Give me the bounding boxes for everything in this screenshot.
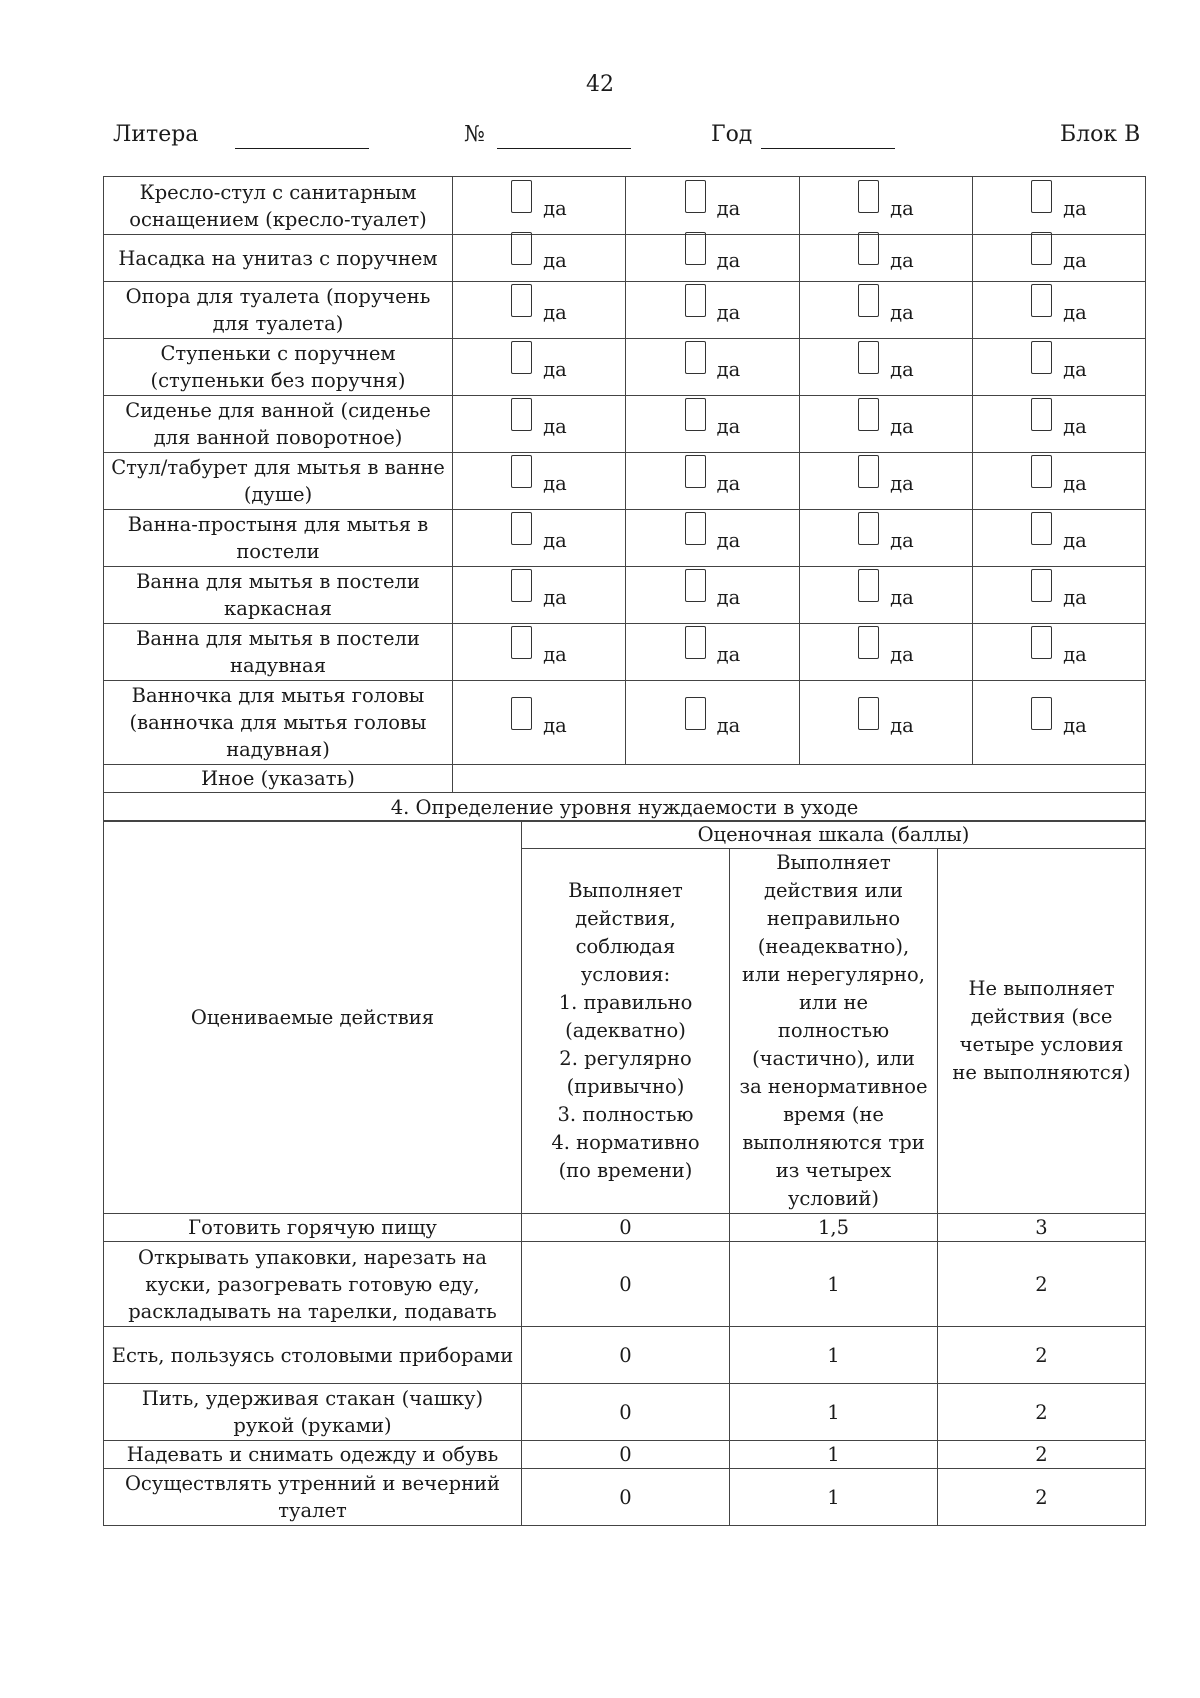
checkbox-option[interactable]: [1031, 575, 1087, 608]
year-field[interactable]: [761, 148, 895, 149]
score-cell: 0: [522, 1441, 730, 1469]
checkbox-label: да: [890, 196, 914, 220]
checkbox-label: да: [716, 415, 741, 438]
checkbox[interactable]: [858, 697, 879, 730]
equipment-row: [104, 235, 1146, 282]
score-cell: 0: [522, 1327, 730, 1384]
scale-line: (по времени): [558, 1159, 693, 1182]
scale-column-3: [938, 849, 1146, 1214]
checkbox[interactable]: [1031, 569, 1052, 602]
checkbox[interactable]: [511, 512, 532, 545]
scale-line: 1. правильно: [558, 991, 693, 1014]
checkbox-label: да: [890, 301, 914, 324]
checkbox-option[interactable]: [1031, 461, 1087, 494]
scale-column-1: [522, 849, 730, 1214]
checkbox[interactable]: [1031, 512, 1052, 545]
form-header: [0, 122, 1200, 152]
checkbox-cell: [800, 396, 973, 453]
checkbox-cell: [973, 177, 1146, 235]
checkbox[interactable]: [858, 232, 879, 265]
checkbox-label: да: [1063, 472, 1087, 495]
checkbox-option[interactable]: [858, 347, 914, 380]
checkbox[interactable]: [858, 284, 879, 317]
checkbox-cell: [626, 567, 800, 624]
checkbox-option[interactable]: [511, 238, 567, 271]
action-row: [104, 1441, 1146, 1469]
checkbox-label: да: [1063, 358, 1087, 381]
checkbox-label: да: [890, 529, 914, 552]
checkbox-option[interactable]: [685, 347, 741, 380]
score-cell: 2: [938, 1242, 1146, 1327]
checkbox[interactable]: [511, 180, 532, 213]
checkbox[interactable]: [511, 455, 532, 488]
other-specify-field[interactable]: [453, 765, 1146, 793]
equipment-table: [103, 176, 1146, 822]
scale-line: (неадекватно),: [757, 935, 910, 958]
checkbox-cell: [453, 235, 626, 282]
equipment-row: [104, 177, 1146, 235]
checkbox-label: да: [716, 249, 741, 272]
checkbox-cell: [800, 453, 973, 510]
checkbox-option[interactable]: [858, 575, 914, 608]
checkbox[interactable]: [685, 512, 706, 545]
checkbox-label: да: [543, 643, 567, 666]
score-cell: 0: [522, 1242, 730, 1327]
checkbox-label: да: [716, 529, 741, 552]
scale-title: Оценочная шкала (баллы): [522, 821, 1146, 849]
checkbox-option[interactable]: [685, 290, 741, 323]
section-title-row: [104, 793, 1146, 822]
checkbox-option[interactable]: [1031, 186, 1087, 219]
equipment-row: [104, 339, 1146, 396]
checkbox-option[interactable]: [1031, 518, 1087, 551]
checkbox[interactable]: [1031, 232, 1052, 265]
checkbox-cell: [626, 235, 800, 282]
checkbox-label: да: [1063, 586, 1087, 609]
scale-line: действия или: [763, 879, 904, 902]
scale-line: 3. полностью: [557, 1103, 694, 1126]
checkbox-option[interactable]: [858, 238, 914, 271]
checkbox-label: да: [1063, 196, 1087, 220]
equipment-name: Сиденье для ванной (сиденье для ванной поворотное): [104, 396, 453, 453]
checkbox-label: да: [890, 415, 914, 438]
checkbox-label: да: [716, 586, 741, 609]
scale-line: за ненормативное: [739, 1075, 928, 1098]
checkbox[interactable]: [511, 232, 532, 265]
equipment-name: Ванна для мытья в постели каркасная: [104, 567, 453, 624]
checkbox-cell: [800, 177, 973, 235]
score-cell: 0: [522, 1214, 730, 1242]
checkbox[interactable]: [685, 232, 706, 265]
checkbox-cell: [973, 453, 1146, 510]
score-cell: 1: [730, 1441, 938, 1469]
checkbox[interactable]: [511, 341, 532, 374]
checkbox[interactable]: [685, 697, 706, 730]
equipment-row: [104, 396, 1146, 453]
action-name: Открывать упаковки, нарезать на куски, разогревать готовую еду, раскладывать на тарелки, подавать: [104, 1242, 522, 1327]
checkbox-option[interactable]: [685, 186, 741, 219]
equipment-row: [104, 567, 1146, 624]
scale-line: из четырех: [775, 1159, 892, 1182]
scale-line: (привычно): [566, 1075, 685, 1098]
checkbox-cell: [800, 624, 973, 681]
checkbox-cell: [453, 624, 626, 681]
checkbox[interactable]: [1031, 398, 1052, 431]
checkbox-option[interactable]: [858, 186, 914, 219]
checkbox-label: да: [1063, 301, 1087, 324]
checkbox-cell: [973, 510, 1146, 567]
checkbox-cell: [453, 177, 626, 235]
scale-line: (частично), или: [752, 1047, 915, 1070]
scale-line: 2. регулярно: [559, 1047, 692, 1070]
checkbox-option[interactable]: [858, 518, 914, 551]
action-row: [104, 1384, 1146, 1441]
section-title: 4. Определение уровня нуждаемости в уходе: [104, 793, 1146, 822]
checkbox-label: да: [543, 472, 567, 495]
checkbox[interactable]: [511, 398, 532, 431]
checkbox-label: да: [543, 415, 567, 438]
checkbox-option[interactable]: [511, 703, 567, 736]
score-cell: 1: [730, 1469, 938, 1526]
equipment-name: Насадка на унитаз с поручнем: [104, 235, 453, 282]
number-label: №: [464, 122, 485, 147]
checkbox[interactable]: [685, 626, 706, 659]
checkbox[interactable]: [1031, 341, 1052, 374]
checkbox-label: да: [890, 249, 914, 272]
checkbox[interactable]: [685, 569, 706, 602]
score-cell: 1: [730, 1384, 938, 1441]
checkbox[interactable]: [858, 398, 879, 431]
checkbox-cell: [626, 510, 800, 567]
checkbox-label: да: [543, 713, 567, 737]
checkbox-option[interactable]: [1031, 632, 1087, 665]
checkbox-cell: [973, 396, 1146, 453]
checkbox-label: да: [890, 713, 914, 737]
action-name: Осуществлять утренний и вечерний туалет: [104, 1469, 522, 1526]
checkbox-option[interactable]: [685, 703, 741, 736]
equipment-row: [104, 282, 1146, 339]
checkbox-label: да: [890, 643, 914, 666]
checkbox-label: да: [1063, 249, 1087, 272]
checkbox-cell: [453, 453, 626, 510]
checkbox-cell: [626, 624, 800, 681]
scale-line: условий): [787, 1187, 880, 1210]
checkbox-option[interactable]: [685, 461, 741, 494]
care-needs-table: [103, 820, 1146, 1526]
action-row: [104, 1242, 1146, 1327]
checkbox-cell: [626, 396, 800, 453]
year-label: Год: [711, 122, 753, 147]
checkbox-option[interactable]: [511, 575, 567, 608]
checkbox-label: да: [1063, 529, 1087, 552]
checkbox-option[interactable]: [858, 290, 914, 323]
scale-line: соблюдая: [575, 935, 676, 958]
checkbox[interactable]: [858, 512, 879, 545]
scale-line: или не: [798, 991, 869, 1014]
checkbox[interactable]: [511, 697, 532, 730]
block-label: Блок В: [1060, 122, 1141, 147]
checkbox-cell: [453, 510, 626, 567]
equipment-row: [104, 510, 1146, 567]
checkbox-option[interactable]: [511, 461, 567, 494]
scale-line: время (не: [783, 1103, 884, 1126]
checkbox-label: да: [1063, 713, 1087, 737]
scale-line: неправильно: [766, 907, 901, 930]
equipment-row: [104, 681, 1146, 765]
checkbox[interactable]: [511, 284, 532, 317]
checkbox-label: да: [1063, 643, 1087, 666]
scale-line: выполняются три: [742, 1131, 925, 1154]
checkbox[interactable]: [858, 626, 879, 659]
checkbox-option[interactable]: [858, 703, 914, 736]
equipment-name: Ванна для мытья в постели надувная: [104, 624, 453, 681]
scale-column-2: [730, 849, 938, 1214]
action-name: Пить, удерживая стакан (чашку) рукой (руками): [104, 1384, 522, 1441]
checkbox-label: да: [543, 249, 567, 272]
checkbox-option[interactable]: [858, 632, 914, 665]
checkbox-label: да: [543, 196, 567, 220]
checkbox-cell: [973, 681, 1146, 765]
scale-line: полностью: [777, 1019, 890, 1042]
scale-line: четыре условия: [959, 1033, 1124, 1056]
checkbox-label: да: [716, 713, 741, 737]
checkbox[interactable]: [1031, 697, 1052, 730]
checkbox-label: да: [543, 529, 567, 552]
checkbox-option[interactable]: [1031, 238, 1087, 271]
checkbox[interactable]: [858, 455, 879, 488]
checkbox[interactable]: [858, 180, 879, 213]
equipment-name: Стул/табурет для мытья в ванне (душе): [104, 453, 453, 510]
checkbox-option[interactable]: [685, 404, 741, 437]
checkbox-cell: [973, 282, 1146, 339]
score-cell: 3: [938, 1214, 1146, 1242]
score-cell: 2: [938, 1469, 1146, 1526]
checkbox-cell: [626, 681, 800, 765]
action-name: Готовить горячую пищу: [104, 1214, 522, 1242]
checkbox-label: да: [716, 301, 741, 324]
checkbox-option[interactable]: [511, 518, 567, 551]
checkbox-cell: [800, 339, 973, 396]
scale-line: Выполняет: [568, 879, 683, 902]
checkbox-option[interactable]: [685, 632, 741, 665]
checkbox-label: да: [716, 358, 741, 381]
checkbox[interactable]: [1031, 626, 1052, 659]
checkbox-label: да: [716, 472, 741, 495]
checkbox-cell: [453, 396, 626, 453]
number-field[interactable]: [497, 148, 631, 149]
checkbox-cell: [626, 282, 800, 339]
equipment-name: Ванночка для мытья головы (ванночка для мытья головы надувная): [104, 681, 453, 765]
checkbox-cell: [626, 177, 800, 235]
action-row: [104, 1469, 1146, 1526]
checkbox-label: да: [1063, 415, 1087, 438]
checkbox-cell: [800, 235, 973, 282]
score-cell: 1: [730, 1327, 938, 1384]
checkbox[interactable]: [858, 341, 879, 374]
checkbox-cell: [800, 282, 973, 339]
scale-line: действия (все: [970, 1005, 1113, 1028]
equipment-row: [104, 453, 1146, 510]
checkbox-cell: [626, 339, 800, 396]
checkbox-cell: [973, 235, 1146, 282]
checkbox-label: да: [716, 643, 741, 666]
checkbox[interactable]: [685, 341, 706, 374]
checkbox[interactable]: [1031, 180, 1052, 213]
checkbox[interactable]: [1031, 284, 1052, 317]
checkbox-cell: [800, 681, 973, 765]
scale-line: не выполняются): [952, 1061, 1131, 1084]
score-cell: 1,5: [730, 1214, 938, 1242]
equipment-row-other: [104, 765, 1146, 793]
page-number: 42: [586, 72, 614, 97]
checkbox-label: да: [543, 358, 567, 381]
action-name: Есть, пользуясь столовыми приборами: [104, 1327, 522, 1384]
score-cell: 1: [730, 1242, 938, 1327]
checkbox[interactable]: [685, 180, 706, 213]
checkbox-cell: [453, 567, 626, 624]
checkbox[interactable]: [685, 398, 706, 431]
equipment-name: Ступеньки с поручнем (ступеньки без поручня): [104, 339, 453, 396]
action-row: [104, 1214, 1146, 1242]
action-row: [104, 1327, 1146, 1384]
checkbox-label: да: [543, 586, 567, 609]
checkbox-label: да: [716, 196, 741, 220]
checkbox-label: да: [890, 358, 914, 381]
scale-line: действия,: [575, 907, 676, 930]
score-cell: 2: [938, 1441, 1146, 1469]
checkbox-option[interactable]: [511, 632, 567, 665]
checkbox-option[interactable]: [858, 461, 914, 494]
checkbox-label: да: [890, 586, 914, 609]
checkbox-cell: [626, 453, 800, 510]
equipment-name: Опора для туалета (поручень для туалета): [104, 282, 453, 339]
checkbox-option[interactable]: [1031, 290, 1087, 323]
checkbox[interactable]: [511, 569, 532, 602]
checkbox-cell: [973, 624, 1146, 681]
scale-line: Не выполняет: [968, 977, 1115, 1000]
checkbox-option[interactable]: [511, 347, 567, 380]
checkbox[interactable]: [685, 455, 706, 488]
checkbox[interactable]: [685, 284, 706, 317]
checkbox-cell: [453, 339, 626, 396]
checkbox-option[interactable]: [1031, 347, 1087, 380]
litera-label: Литера: [113, 122, 199, 147]
equipment-name: Ванна-простыня для мытья в постели: [104, 510, 453, 567]
litera-field[interactable]: [235, 148, 369, 149]
checkbox-option[interactable]: [685, 238, 741, 271]
checkbox-option[interactable]: [858, 404, 914, 437]
scale-header-row: [104, 821, 1146, 849]
checkbox-cell: [800, 567, 973, 624]
score-cell: 0: [522, 1469, 730, 1526]
checkbox-option[interactable]: [1031, 404, 1087, 437]
other-label: Иное (указать): [104, 765, 453, 793]
equipment-row: [104, 624, 1146, 681]
scale-line: 4. нормативно: [551, 1131, 700, 1154]
checkbox[interactable]: [1031, 455, 1052, 488]
checkbox-cell: [453, 282, 626, 339]
checkbox-option[interactable]: [685, 518, 741, 551]
scale-line: (адекватно): [565, 1019, 686, 1042]
scale-line: условия:: [580, 963, 671, 986]
checkbox-option[interactable]: [511, 290, 567, 323]
checkbox[interactable]: [858, 569, 879, 602]
score-cell: 2: [938, 1327, 1146, 1384]
checkbox-option[interactable]: [511, 404, 567, 437]
checkbox-option[interactable]: [511, 186, 567, 219]
checkbox-cell: [453, 681, 626, 765]
checkbox-cell: [800, 510, 973, 567]
checkbox-cell: [973, 567, 1146, 624]
action-name: Надевать и снимать одежду и обувь: [104, 1441, 522, 1469]
checkbox-label: да: [543, 301, 567, 324]
actions-header: Оцениваемые действия: [104, 821, 522, 1214]
score-cell: 2: [938, 1384, 1146, 1441]
score-cell: 0: [522, 1384, 730, 1441]
scale-line: или нерегулярно,: [742, 963, 925, 986]
checkbox-option[interactable]: [685, 575, 741, 608]
scale-line: Выполняет: [776, 851, 891, 874]
checkbox-cell: [973, 339, 1146, 396]
checkbox-option[interactable]: [1031, 703, 1087, 736]
equipment-name: Кресло-стул с санитарным оснащением (кресло-туалет): [104, 177, 453, 235]
checkbox[interactable]: [511, 626, 532, 659]
checkbox-label: да: [890, 472, 914, 495]
